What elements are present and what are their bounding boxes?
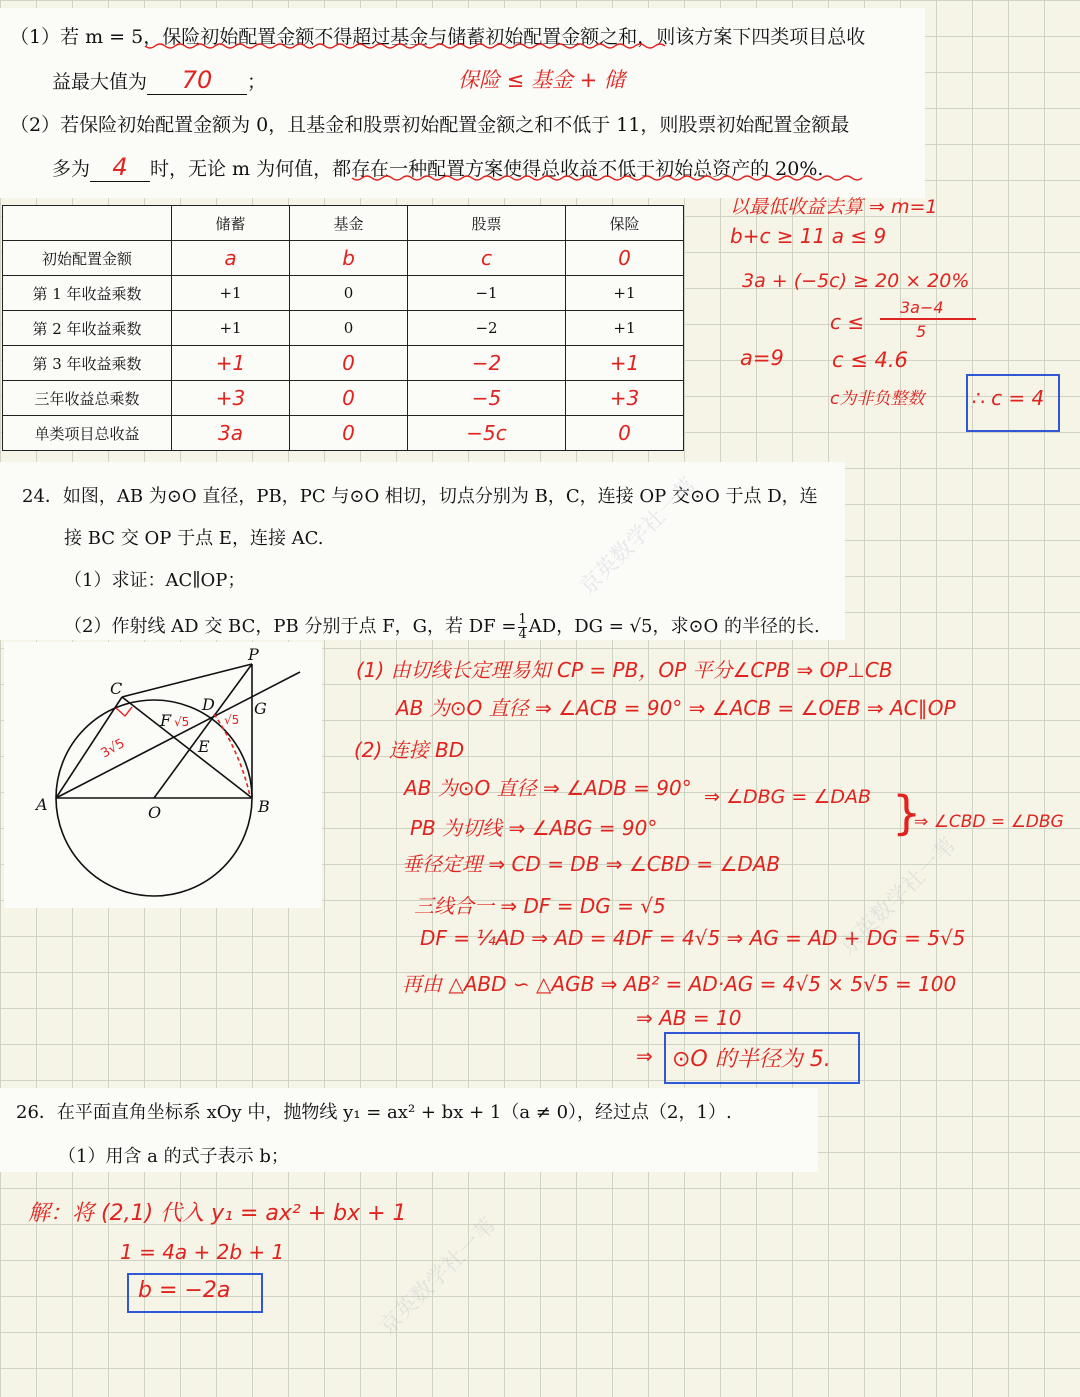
note-right-5a: a=9 bbox=[740, 346, 784, 370]
table-cell: 0 bbox=[565, 416, 683, 451]
table-cell: 0 bbox=[290, 381, 408, 416]
table-cell: +3 bbox=[565, 381, 683, 416]
label-d: D bbox=[202, 695, 215, 714]
table-header bbox=[3, 206, 172, 241]
note-right-2: b+c ≥ 11 a ≤ 9 bbox=[730, 224, 887, 248]
note-fraction-bar bbox=[880, 318, 976, 320]
ray-ad bbox=[56, 672, 300, 798]
solution24-line10: ⇒ AB = 10 bbox=[636, 1006, 742, 1030]
solution24-answer: ⊙O 的半径为 5. bbox=[672, 1047, 831, 1072]
q25-part1-line1: （1）若 m = 5，保险初始配置金额不得超过基金与储蓄初始配置金额之和，则该方案下四类项目总收 bbox=[10, 26, 866, 48]
solution24-line5r: ⇒ ∠CBD = ∠DBG bbox=[914, 812, 1064, 832]
q26-solution-line2: 1 = 4a + 2b + 1 bbox=[120, 1240, 285, 1264]
table-header: 股票 bbox=[408, 206, 566, 241]
mark-dg: √5 bbox=[224, 713, 240, 727]
allocation-table bbox=[2, 205, 684, 451]
right-angle-c bbox=[116, 707, 132, 716]
q26-solution-line1: 解：将 (2,1) 代入 y₁ = ax² + bx + 1 bbox=[28, 1201, 407, 1226]
note-right-4b: 3a−4 bbox=[900, 298, 944, 317]
solution24-line6: 垂径定理 ⇒ CD = DB ⇒ ∠CBD = ∠DAB bbox=[402, 852, 781, 876]
table-row bbox=[3, 311, 684, 346]
table-cell: +1 bbox=[565, 276, 683, 311]
table-cell: c bbox=[408, 241, 566, 276]
table-cell: +1 bbox=[565, 346, 683, 381]
table-cell: +1 bbox=[172, 346, 290, 381]
table-cell: −5 bbox=[408, 381, 566, 416]
table-cell: 0 bbox=[290, 416, 408, 451]
fraction-denominator: 4 bbox=[518, 626, 527, 642]
row-label: 初始配置金额 bbox=[3, 241, 172, 276]
solution24-line4r: ⇒ ∠DBG = ∠DAB bbox=[704, 786, 872, 808]
table-header-row bbox=[3, 206, 684, 241]
table-cell: −1 bbox=[408, 276, 566, 311]
row-label: 第 1 年收益乘数 bbox=[3, 276, 172, 311]
q25-underlines bbox=[0, 0, 1080, 200]
segment-op bbox=[154, 664, 252, 798]
watermark: 京英数学社一苇 bbox=[375, 1213, 502, 1341]
label-g: G bbox=[254, 699, 267, 718]
solution24-line7: 三线合一 ⇒ DF = DG = √5 bbox=[414, 894, 666, 918]
row-label: 第 2 年收益乘数 bbox=[3, 311, 172, 346]
table-cell: 0 bbox=[290, 311, 408, 346]
row-label: 第 3 年收益乘数 bbox=[3, 346, 172, 381]
table-row bbox=[3, 381, 684, 416]
mark-3r5: 3√5 bbox=[98, 736, 128, 762]
label-p: P bbox=[248, 645, 259, 664]
solution24-line8: DF = ¼AD ⇒ AD = 4DF = 4√5 ⇒ AG = AD + DG = 5√5 bbox=[420, 926, 966, 950]
q25-part2-line2: 多为 4 时，无论 m 为何值，都存在一种配置方案使得总收益不低于初始总资产的 20%. bbox=[52, 153, 824, 181]
table-cell: +1 bbox=[172, 311, 290, 346]
label-a: A bbox=[36, 795, 48, 814]
note-right-6box: ∴ c = 4 bbox=[972, 386, 1045, 410]
note-right-4a: c ≤ bbox=[830, 310, 865, 334]
note-right-1: 以最低收益去算 ⇒ m=1 bbox=[730, 196, 938, 218]
table-row bbox=[3, 346, 684, 381]
table-header: 基金 bbox=[290, 206, 408, 241]
table-cell: +3 bbox=[172, 381, 290, 416]
row-label: 三年收益总乘数 bbox=[3, 381, 172, 416]
table-cell: b bbox=[290, 241, 408, 276]
table-cell: 0 bbox=[565, 241, 683, 276]
table-cell: 0 bbox=[290, 346, 408, 381]
note-right-3: 3a + (−5c) ≥ 20 × 20% bbox=[742, 270, 970, 292]
note-right-6: c为非负整数 bbox=[830, 389, 925, 409]
label-e: E bbox=[198, 737, 210, 756]
solution24-line1: (1) 由切线长定理易知 CP = PB，OP 平分∠CPB ⇒ OP⊥CB bbox=[356, 658, 893, 682]
q25-part1-note: 保险 ≤ 基金 + 储 bbox=[458, 68, 625, 92]
solution24-line2: AB 为⊙O 直径 ⇒ ∠ACB = 90° ⇒ ∠ACB = ∠OEB ⇒ AC∥OP bbox=[396, 696, 956, 720]
solution24-line9: 再由 △ABD ∽ △AGB ⇒ AB² = AD·AG = 4√5 × 5√5 = 100 bbox=[402, 972, 957, 996]
table-cell: −2 bbox=[408, 311, 566, 346]
table-cell: +1 bbox=[172, 276, 290, 311]
solution24-brace: } bbox=[892, 786, 922, 840]
q26-part1: （1）用含 a 的式子表示 b； bbox=[58, 1146, 289, 1167]
table-cell: −5c bbox=[408, 416, 566, 451]
solution24-line5: PB 为切线 ⇒ ∠ABG = 90° bbox=[410, 816, 658, 840]
segment-cp bbox=[122, 664, 252, 697]
table-cell: −2 bbox=[408, 346, 566, 381]
q24-part1: （1）求证：AC∥OP； bbox=[64, 570, 246, 591]
q25-part1-line2: 益最大值为 70 ； bbox=[52, 66, 267, 94]
wavy-underline-2 bbox=[352, 176, 862, 180]
watermark: 京英数学社一苇 bbox=[835, 833, 962, 961]
table-row bbox=[3, 241, 684, 276]
note-right-5b: c ≤ 4.6 bbox=[832, 348, 908, 372]
label-o: O bbox=[148, 803, 162, 822]
table-header: 储蓄 bbox=[172, 206, 290, 241]
table-cell: 0 bbox=[290, 276, 408, 311]
q24-title: 24．如图，AB 为⊙O 直径，PB，PC 与⊙O 相切，切点分别为 B，C，连接 OP 交⊙O 于点 D，连 bbox=[22, 486, 818, 507]
row-label: 单类项目总收益 bbox=[3, 416, 172, 451]
wavy-underline-1 bbox=[145, 44, 665, 48]
table-cell: a bbox=[172, 241, 290, 276]
solution24-line11: ⇒ bbox=[636, 1044, 653, 1068]
label-f: F bbox=[160, 711, 172, 730]
watermark: 京英数学社一苇 bbox=[575, 473, 702, 601]
table-row bbox=[3, 416, 684, 451]
q26-solution-answer: b = −2a bbox=[138, 1278, 231, 1303]
mark-df: √5 bbox=[174, 715, 190, 729]
table-row bbox=[3, 276, 684, 311]
fraction-numerator: 1 bbox=[518, 611, 527, 627]
geometry-figure bbox=[4, 642, 322, 908]
table-cell: 3a bbox=[172, 416, 290, 451]
solution24-line3: (2) 连接 BD bbox=[354, 738, 465, 762]
table-cell: +1 bbox=[565, 311, 683, 346]
q25-part2-answer: 4 bbox=[112, 153, 128, 181]
q24-title-line2: 接 BC 交 OP 于点 E，连接 AC. bbox=[64, 528, 324, 549]
table-header: 保险 bbox=[565, 206, 683, 241]
q24-part2: （2）作射线 AD 交 BC，PB 分别于点 F，G，若 DF = $\frac{1}{4}$ AD，DG = √5，求⊙O 的半径的长. bbox=[64, 611, 820, 642]
label-b: B bbox=[258, 797, 270, 816]
note-right-4c: 5 bbox=[916, 322, 927, 341]
q25-part2-line1: （2）若保险初始配置金额为 0，且基金和股票初始配置金额之和不低于 11，则股票初始配置金额最 bbox=[10, 114, 850, 136]
q26-title: 26．在平面直角坐标系 xOy 中，抛物线 y₁ = ax² + bx + 1（a ≠ 0），经过点（2，1）. bbox=[16, 1102, 732, 1123]
q25-part1-answer: 70 bbox=[181, 66, 213, 94]
solution24-line4: AB 为⊙O 直径 ⇒ ∠ADB = 90° bbox=[404, 776, 692, 800]
label-c: C bbox=[110, 679, 123, 698]
